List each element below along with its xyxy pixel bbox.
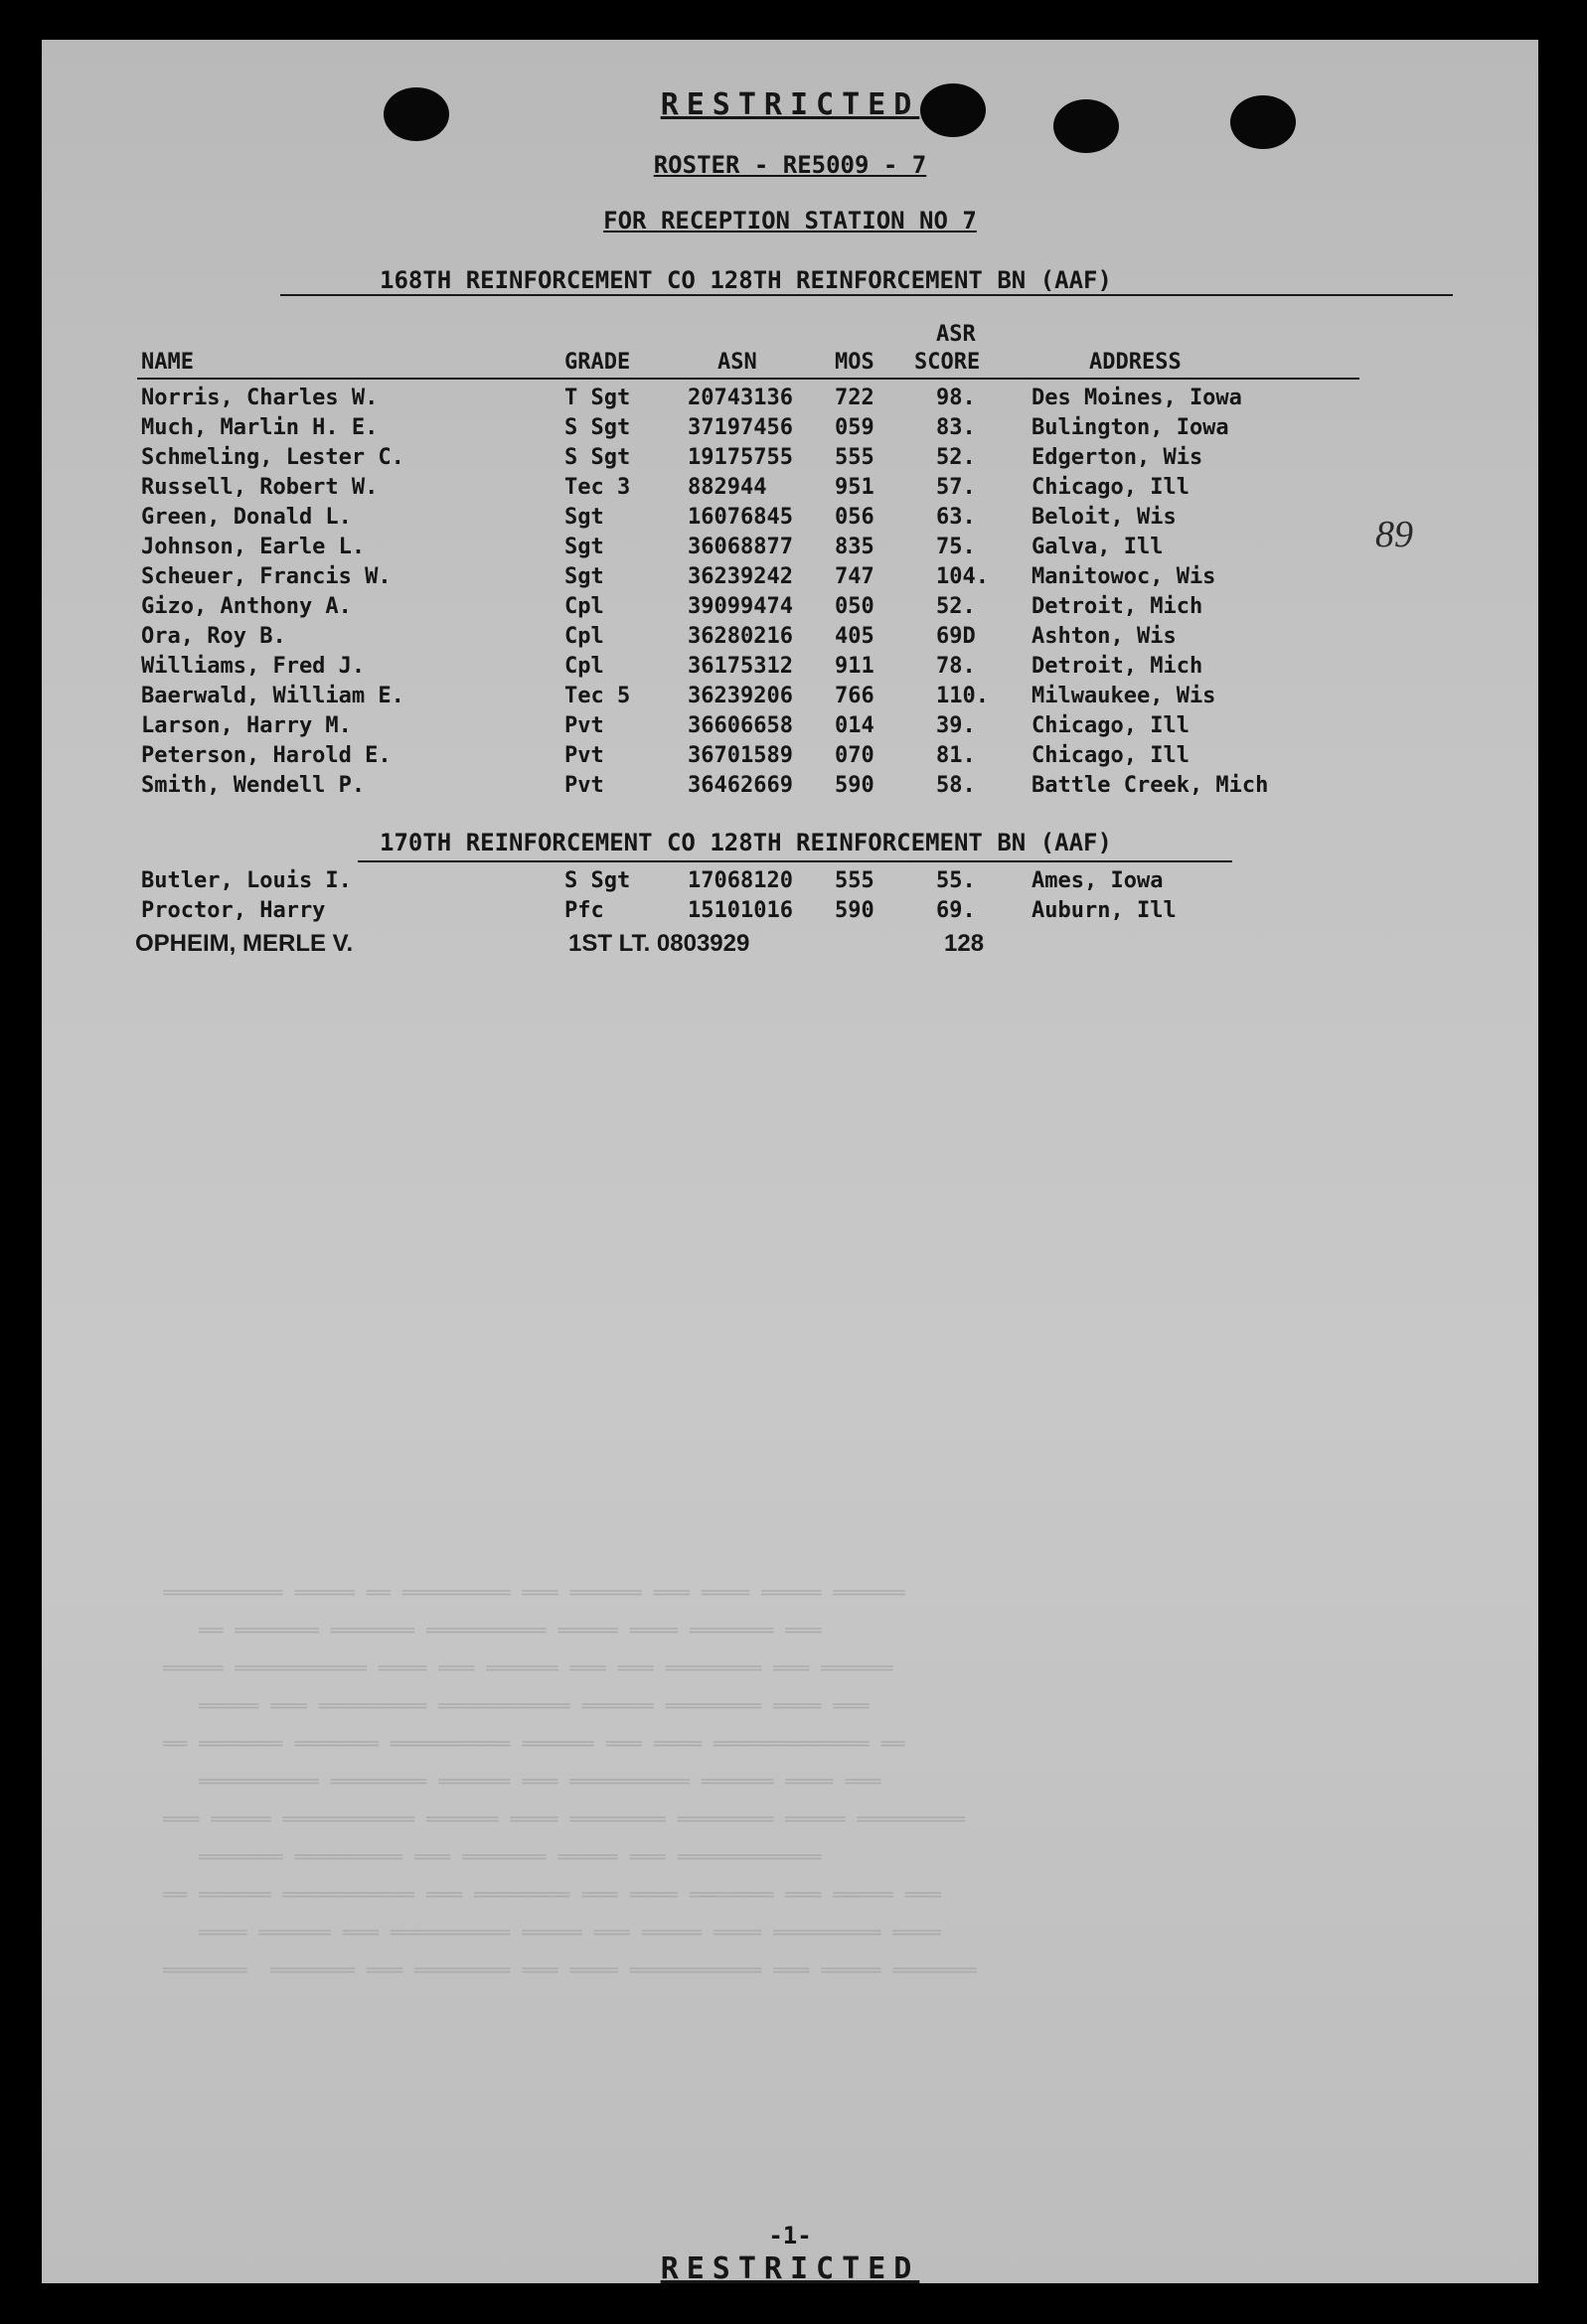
cell-grade: Sgt <box>564 505 604 530</box>
header-rule <box>137 378 1359 380</box>
cell-grade: Sgt <box>564 535 604 559</box>
cell-mos: 766 <box>835 684 874 708</box>
cell-address: Galva, Ill <box>1032 535 1164 559</box>
cell-score: 58. <box>936 773 976 798</box>
column-address: ADDRESS <box>1089 350 1182 375</box>
cell-mos: 722 <box>835 386 874 410</box>
cell-asn: 882944 <box>688 475 767 500</box>
cell-asn: 36701589 <box>688 743 793 768</box>
cell-score: 57. <box>936 475 976 500</box>
cell-address: Beloit, Wis <box>1032 505 1177 530</box>
cell-grade: Tec 5 <box>564 684 631 708</box>
cell-mos: 835 <box>835 535 874 559</box>
column-score: SCORE <box>914 350 981 375</box>
cell-grade: Pvt <box>564 743 604 768</box>
cell-grade: Pfc <box>564 898 604 923</box>
cell-grade: Pvt <box>564 713 604 738</box>
cell-score: 81. <box>936 743 976 768</box>
cell-mos: 590 <box>835 773 874 798</box>
cell-address: Manitowoc, Wis <box>1032 564 1216 589</box>
cell-grade: S Sgt <box>564 415 631 440</box>
cell-score: 69. <box>936 898 976 923</box>
unit-heading-170th: 170TH REINFORCEMENT CO 128TH REINFORCEMENT BN (AAF) <box>380 829 1112 856</box>
cell-name: Russell, Robert W. <box>141 475 379 500</box>
cell-address: Ames, Iowa <box>1032 868 1164 893</box>
section-rule <box>280 294 1453 296</box>
cell-score: 52. <box>936 445 976 470</box>
cell-name: Smith, Wendell P. <box>141 773 366 798</box>
cell-asn: 36068877 <box>688 535 793 559</box>
cell-mos: 747 <box>835 564 874 589</box>
cell-mos: 050 <box>835 594 874 619</box>
cell-name: Johnson, Earle L. <box>141 535 366 559</box>
cell-asn: 15101016 <box>688 898 793 923</box>
cell-address: Des Moines, Iowa <box>1032 386 1242 410</box>
bleed-through-text: ═══════ ═══════ ═══ ════════ ═══ ════ ═══════════ ═══ ═════ ═══════ ════ ══════ ═══ ══════════ ═════ ═══ ═════ ════ ═════════ ════ ══ ══════ ═══════════ ═══ ════════ ═══ ════ ═══════ ═══ ═════ ═══ ═══════ ═════════ ═══ ═══════ ═════ ═══ ════════════ ═══ ═════ ═══════════ ══════ ════ ════════ ════════ ═════ ═════════ ══════════ ════════ ══════ ═══ ══════════ ══════ ════ ═══ ══ ═══════ ═══════ ══════════ ══════ ═══ ════ ═════════════ ══ ═════ ═══ ═════════ ═══════════ ══════ ════════ ════ ═══ ═════ ═══════════ ════ ═══ ══════ ═══ ═══ ════════ ═══ ══════ ══ ═══════ ═══════ ══════════ ═════ ════ ═══════ ═══ ══════════ ═════ ══ ═════════ ═══ ══════ ═══ ════ ═════ ══════ <box>163 1581 977 1982</box>
cell-mos: 056 <box>835 505 874 530</box>
table-row <box>42 713 1538 743</box>
cell-asn: 36175312 <box>688 654 793 679</box>
officer-rank-asn: 1ST LT. 0803929 <box>568 930 750 957</box>
cell-name: Butler, Louis I. <box>141 868 352 893</box>
table-row <box>42 594 1538 624</box>
cell-asn: 36239242 <box>688 564 793 589</box>
cell-asn: 36239206 <box>688 684 793 708</box>
cell-score: 63. <box>936 505 976 530</box>
table-row <box>42 898 1538 928</box>
cell-mos: 405 <box>835 624 874 649</box>
officer-number: 128 <box>944 930 985 957</box>
page-number: -1- <box>768 2222 812 2249</box>
cell-score: 39. <box>936 713 976 738</box>
cell-address: Ashton, Wis <box>1032 624 1177 649</box>
document-page <box>42 40 1538 2283</box>
cell-name: Larson, Harry M. <box>141 713 352 738</box>
cell-address: Auburn, Ill <box>1032 898 1177 923</box>
cell-mos: 059 <box>835 415 874 440</box>
cell-grade: Cpl <box>564 654 604 679</box>
cell-name: Williams, Fred J. <box>141 654 366 679</box>
table-row <box>42 415 1538 445</box>
cell-name: Norris, Charles W. <box>141 386 379 410</box>
cell-mos: 070 <box>835 743 874 768</box>
cell-address: Chicago, Ill <box>1032 713 1190 738</box>
cell-score: 55. <box>936 868 976 893</box>
reception-station: FOR RECEPTION STATION NO 7 <box>603 207 977 234</box>
cell-asn: 36280216 <box>688 624 793 649</box>
column-mos: MOS <box>835 350 874 375</box>
cell-name: Green, Donald L. <box>141 505 352 530</box>
table-row <box>42 475 1538 505</box>
table-row <box>42 868 1538 898</box>
cell-address: Battle Creek, Mich <box>1032 773 1269 798</box>
cell-name: Schmeling, Lester C. <box>141 445 404 470</box>
cell-grade: S Sgt <box>564 445 631 470</box>
cell-grade: Sgt <box>564 564 604 589</box>
cell-score: 78. <box>936 654 976 679</box>
officer-name: OPHEIM, MERLE V. <box>135 930 354 957</box>
cell-address: Detroit, Mich <box>1032 594 1203 619</box>
cell-mos: 014 <box>835 713 874 738</box>
margin-note: 89 <box>1375 514 1413 555</box>
cell-asn: 16076845 <box>688 505 793 530</box>
cell-address: Bulington, Iowa <box>1032 415 1229 440</box>
cell-name: Baerwald, William E. <box>141 684 404 708</box>
cell-address: Chicago, Ill <box>1032 743 1190 768</box>
cell-grade: Cpl <box>564 594 604 619</box>
table-row <box>42 654 1538 684</box>
cell-score: 75. <box>936 535 976 559</box>
table-row <box>42 743 1538 773</box>
cell-score: 69D <box>936 624 976 649</box>
cell-name: Scheuer, Francis W. <box>141 564 392 589</box>
cell-mos: 555 <box>835 868 874 893</box>
cell-address: Edgerton, Wis <box>1032 445 1203 470</box>
cell-mos: 911 <box>835 654 874 679</box>
table-row <box>42 773 1538 803</box>
cell-asn: 17068120 <box>688 868 793 893</box>
unit-heading-168th: 168TH REINFORCEMENT CO 128TH REINFORCEMENT BN (AAF) <box>380 266 1112 294</box>
column-asr: ASR <box>936 322 976 347</box>
cell-address: Milwaukee, Wis <box>1032 684 1216 708</box>
section-rule <box>358 860 1232 862</box>
column-grade: GRADE <box>564 350 631 375</box>
cell-asn: 36606658 <box>688 713 793 738</box>
cell-address: Detroit, Mich <box>1032 654 1203 679</box>
cell-mos: 555 <box>835 445 874 470</box>
cell-name: Proctor, Harry <box>141 898 326 923</box>
cell-name: Gizo, Anthony A. <box>141 594 352 619</box>
cell-asn: 37197456 <box>688 415 793 440</box>
cell-asn: 39099474 <box>688 594 793 619</box>
cell-asn: 36462669 <box>688 773 793 798</box>
cell-name: Much, Marlin H. E. <box>141 415 379 440</box>
table-row <box>42 505 1538 535</box>
cell-grade: S Sgt <box>564 868 631 893</box>
classification-header: RESTRICTED <box>660 87 920 122</box>
column-asn: ASN <box>717 350 757 375</box>
table-row <box>42 386 1538 415</box>
cell-address: Chicago, Ill <box>1032 475 1190 500</box>
cell-score: 110. <box>936 684 989 708</box>
cell-asn: 19175755 <box>688 445 793 470</box>
cell-asn: 20743136 <box>688 386 793 410</box>
roster-number: ROSTER - RE5009 - 7 <box>653 151 927 179</box>
table-row <box>42 564 1538 594</box>
cell-mos: 590 <box>835 898 874 923</box>
cell-mos: 951 <box>835 475 874 500</box>
cell-name: Peterson, Harold E. <box>141 743 392 768</box>
cell-score: 83. <box>936 415 976 440</box>
table-row <box>42 535 1538 564</box>
classification-footer: RESTRICTED <box>660 2251 920 2283</box>
cell-grade: T Sgt <box>564 386 631 410</box>
cell-score: 98. <box>936 386 976 410</box>
column-name: NAME <box>141 350 194 375</box>
cell-grade: Cpl <box>564 624 604 649</box>
cell-score: 104. <box>936 564 989 589</box>
table-row <box>42 624 1538 654</box>
cell-name: Ora, Roy B. <box>141 624 286 649</box>
cell-grade: Tec 3 <box>564 475 631 500</box>
table-row <box>42 684 1538 713</box>
cell-grade: Pvt <box>564 773 604 798</box>
cell-score: 52. <box>936 594 976 619</box>
table-row <box>42 445 1538 475</box>
